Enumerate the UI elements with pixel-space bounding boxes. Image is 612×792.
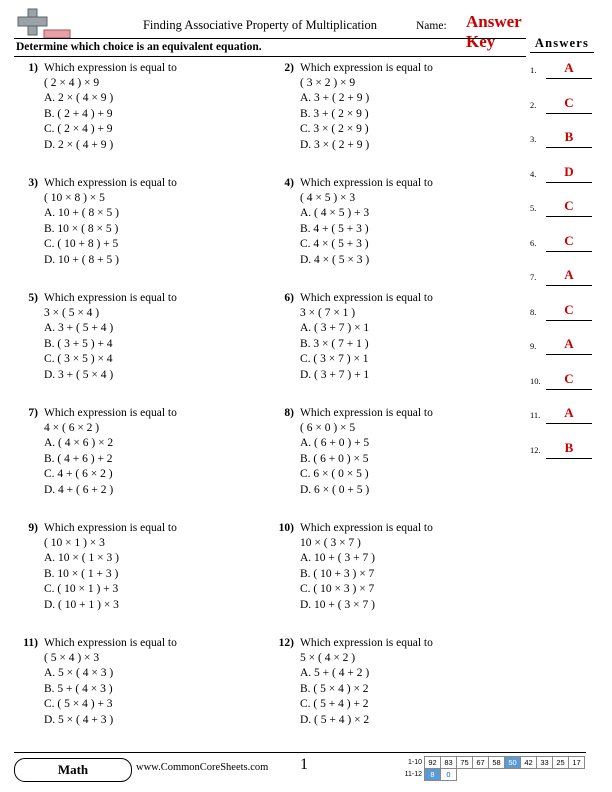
question-prompt: Which expression is equal to	[44, 522, 177, 534]
question-number: 10)	[278, 522, 294, 534]
answer-value: A	[564, 267, 574, 282]
answer-row	[530, 329, 594, 364]
answers-heading: Answers	[534, 36, 590, 50]
choice-c[interactable]: C. 4 + ( 6 × 2 )	[44, 468, 113, 480]
choice-a[interactable]: A. 3 + ( 5 + 4 )	[44, 322, 114, 334]
answer-blank-line	[546, 147, 592, 148]
choice-a[interactable]: A. ( 3 + 7 ) × 1	[300, 322, 370, 334]
choice-c[interactable]: C. ( 10 + 8 ) + 5	[44, 238, 119, 250]
answer-blank-line	[546, 216, 592, 217]
answer-row	[530, 260, 594, 295]
choice-list	[44, 436, 254, 498]
answer-number: 5.	[530, 203, 537, 213]
choice-d[interactable]: D. 10 + ( 3 × 7 )	[300, 598, 375, 611]
choice-d[interactable]: D. 4 × ( 5 × 3 )	[300, 253, 370, 266]
answer-row	[530, 53, 594, 88]
answer-blank-line	[546, 458, 592, 459]
choice-c[interactable]: C. ( 10 × 3 ) × 7	[300, 583, 375, 595]
answer-number: 12.	[530, 444, 541, 455]
score-cell: 33	[537, 757, 553, 769]
choice-c[interactable]: C. ( 2 × 4 ) + 9	[44, 123, 113, 135]
choice-b[interactable]: B. 3 + ( 2 × 9 )	[300, 107, 369, 120]
question-number: 8)	[284, 407, 294, 419]
score-cell-highlighted: 8	[425, 769, 441, 781]
answer-blank-line	[546, 423, 592, 424]
choice-list	[300, 321, 510, 383]
header-divider	[14, 38, 526, 39]
choice-a[interactable]: A. 2 × ( 4 × 9 )	[44, 92, 114, 104]
choice-c[interactable]: C. 6 × ( 0 × 5 )	[300, 468, 369, 480]
choice-list	[44, 91, 254, 153]
choice-d[interactable]: D. 10 + ( 8 + 5 )	[44, 253, 119, 266]
question-body	[300, 177, 510, 268]
question-number: 12)	[278, 637, 294, 649]
choice-d[interactable]: D. 4 + ( 6 + 2 )	[44, 483, 114, 496]
answer-row	[530, 157, 594, 192]
question-prompt: Which expression is equal to	[300, 292, 433, 304]
choice-list	[300, 206, 510, 268]
question-prompt: Which expression is equal to	[44, 407, 177, 419]
choice-b[interactable]: B. 10 × ( 8 × 5 )	[44, 222, 119, 235]
choice-b[interactable]: B. 10 × ( 1 + 3 )	[44, 567, 119, 580]
question-number: 7)	[28, 407, 38, 419]
answer-value: A	[564, 60, 574, 75]
score-cell: 58	[489, 757, 505, 769]
choice-list	[44, 206, 254, 268]
question-prompt: Which expression is equal to	[44, 292, 177, 304]
answer-row	[530, 295, 594, 330]
answer-number: 3.	[530, 134, 537, 144]
question-number: 4)	[284, 177, 294, 189]
answer-blank-line	[546, 251, 592, 252]
question-prompt: Which expression is equal to	[300, 407, 433, 419]
footer-divider	[14, 752, 586, 753]
question-body	[300, 407, 510, 498]
answer-number: 11.	[530, 410, 541, 420]
choice-b[interactable]: B. ( 6 + 0 ) × 5	[300, 452, 369, 465]
question-expression: ( 3 × 2 ) × 9	[300, 76, 356, 89]
score-cell-highlighted: 50	[505, 757, 521, 769]
score-cell: 17	[569, 757, 585, 769]
choice-a[interactable]: A. 5 + ( 4 + 2 )	[300, 667, 370, 679]
choice-b[interactable]: B. ( 5 × 4 ) × 2	[300, 682, 369, 695]
answer-row	[530, 88, 594, 123]
choice-d[interactable]: D. 5 × ( 4 + 3 )	[44, 713, 114, 726]
choice-b[interactable]: B. 5 + ( 4 × 3 )	[44, 682, 113, 695]
choice-a[interactable]: A. 10 × ( 1 × 3 )	[44, 552, 119, 564]
choice-list	[44, 666, 254, 728]
answer-row	[530, 433, 594, 468]
choice-list	[44, 321, 254, 383]
choice-c[interactable]: C. 4 × ( 5 + 3 )	[300, 238, 369, 250]
score-cell: 0	[441, 769, 457, 781]
question-prompt: Which expression is equal to	[300, 637, 433, 649]
question-number: 2)	[284, 62, 294, 74]
answer-row	[530, 191, 594, 226]
question-prompt: Which expression is equal to	[44, 637, 177, 649]
score-cell: 75	[457, 757, 473, 769]
answer-key-label: Answer Key	[466, 12, 522, 51]
choice-a[interactable]: A. 10 + ( 3 + 7 )	[300, 552, 375, 564]
score-row-1-label: 1-10	[407, 759, 422, 766]
question-expression: ( 10 × 1 ) × 3	[44, 536, 105, 549]
answer-value: C	[564, 94, 574, 110]
answer-number: 10.	[530, 375, 541, 386]
score-row-2-label: 11-12	[404, 771, 422, 778]
question-body	[300, 522, 510, 613]
answer-number: 7.	[530, 272, 537, 282]
answer-value: C	[564, 301, 574, 317]
answer-value: A	[564, 336, 574, 351]
choice-d[interactable]: D. ( 5 + 4 ) × 2	[300, 713, 370, 726]
choice-a[interactable]: A. ( 4 × 5 ) + 3	[300, 207, 370, 219]
subject-badge	[14, 758, 132, 782]
question-body	[44, 407, 254, 498]
choice-d[interactable]: D. ( 10 + 1 ) × 3	[44, 598, 119, 611]
choice-a[interactable]: A. 10 + ( 8 × 5 )	[44, 207, 119, 219]
question-body	[300, 637, 510, 728]
question-expression: ( 6 × 0 ) × 5	[300, 421, 356, 434]
choice-b[interactable]: B. ( 4 + 6 ) + 2	[44, 452, 113, 465]
question-expression: 4 × ( 6 × 2 )	[44, 421, 100, 434]
logo-icon	[14, 8, 72, 42]
answer-blank-line	[546, 78, 592, 79]
question-body	[44, 637, 254, 728]
question-number: 6)	[284, 292, 294, 304]
answer-value: B	[564, 439, 574, 455]
answer-blank-line	[546, 182, 592, 183]
choice-list	[300, 91, 510, 153]
choice-list	[300, 551, 510, 613]
answer-value: A	[564, 405, 574, 420]
question-number: 5)	[28, 292, 38, 304]
instructions-divider	[14, 56, 526, 57]
answer-blank-line	[546, 389, 592, 390]
question-number: 1)	[28, 62, 38, 74]
question-body	[44, 62, 254, 153]
answer-number: 9.	[530, 341, 537, 351]
score-cell: 92	[425, 757, 441, 769]
answer-value: C	[564, 370, 574, 386]
answer-value: B	[564, 129, 574, 144]
answer-row	[530, 226, 594, 261]
page-number: 1	[300, 756, 308, 773]
question-number: 3)	[28, 177, 38, 189]
choice-c[interactable]: C. ( 3 × 5 ) × 4	[44, 353, 113, 365]
question-body	[44, 522, 254, 613]
choice-c[interactable]: C. ( 5 × 4 ) + 3	[44, 698, 113, 710]
page-title: Finding Associative Property of Multiplication	[142, 18, 377, 32]
answer-number: 1.	[530, 65, 537, 75]
choice-d[interactable]: D. 3 × ( 2 + 9 )	[300, 138, 370, 151]
choice-b[interactable]: B. ( 10 + 3 ) × 7	[300, 567, 375, 580]
question-body	[44, 177, 254, 268]
choice-c[interactable]: C. 3 × ( 2 × 9 )	[300, 123, 369, 135]
choice-d[interactable]: D. 2 × ( 4 + 9 )	[44, 138, 114, 151]
answer-row	[530, 122, 594, 157]
choice-c[interactable]: C. ( 10 × 1 ) + 3	[44, 583, 119, 595]
question-expression: ( 10 × 8 ) × 5	[44, 191, 105, 204]
choice-list	[44, 551, 254, 613]
choice-a[interactable]: A. 5 × ( 4 × 3 )	[44, 667, 114, 679]
question-number: 11)	[23, 637, 38, 649]
question-expression: ( 2 × 4 ) × 9	[44, 76, 100, 89]
answer-number: 2.	[530, 99, 537, 110]
score-row-2	[398, 769, 585, 781]
question-number: 9)	[28, 522, 38, 534]
score-cell: 25	[553, 757, 569, 769]
instructions-text: Determine which choice is an equivalent equation.	[16, 41, 262, 53]
answer-blank-line	[546, 285, 592, 286]
score-row-1	[398, 757, 585, 769]
question-body	[300, 292, 510, 383]
choice-d[interactable]: D. 3 + ( 5 × 4 )	[44, 368, 114, 381]
score-cell: 83	[441, 757, 457, 769]
question-prompt: Which expression is equal to	[300, 177, 433, 189]
choice-b[interactable]: B. 3 × ( 7 + 1 )	[300, 337, 369, 350]
choice-c[interactable]: C. ( 3 × 7 ) × 1	[300, 353, 369, 365]
question-body	[300, 62, 510, 153]
choice-list	[300, 436, 510, 498]
answers-column	[530, 36, 598, 476]
question-body	[44, 292, 254, 383]
choice-b[interactable]: B. ( 3 + 5 ) + 4	[44, 337, 113, 350]
question-prompt: Which expression is equal to	[300, 62, 433, 74]
website-url: www.CommonCoreSheets.com	[136, 762, 269, 773]
choice-a[interactable]: A. ( 6 + 0 ) + 5	[300, 437, 370, 449]
choice-list	[300, 666, 510, 728]
choice-b[interactable]: B. ( 2 + 4 ) + 9	[44, 107, 113, 120]
answer-blank-line	[546, 113, 592, 114]
answer-value: C	[564, 232, 574, 248]
choice-a[interactable]: A. 3 + ( 2 + 9 )	[300, 92, 370, 104]
choice-a[interactable]: A. ( 4 × 6 ) × 2	[44, 437, 114, 449]
question-prompt: Which expression is equal to	[44, 62, 177, 74]
question-expression: 10 × ( 3 × 7 )	[300, 536, 361, 549]
choice-c[interactable]: C. ( 5 + 4 ) + 2	[300, 698, 369, 710]
subject-label: Math	[57, 762, 89, 777]
score-cell: 67	[473, 757, 489, 769]
question-expression: 3 × ( 5 × 4 )	[44, 306, 100, 319]
answer-row	[530, 398, 594, 433]
question-expression: 3 × ( 7 × 1 )	[300, 306, 356, 319]
answer-blank-line	[546, 320, 592, 321]
answer-number: 6.	[530, 237, 537, 248]
choice-d[interactable]: D. 6 × ( 0 + 5 )	[300, 483, 370, 496]
score-cell: 42	[521, 757, 537, 769]
choice-d[interactable]: D. ( 3 + 7 ) + 1	[300, 368, 370, 381]
question-expression: ( 4 × 5 ) × 3	[300, 191, 356, 204]
answer-number: 4.	[530, 168, 537, 179]
question-expression: 5 × ( 4 × 2 )	[300, 651, 356, 664]
answer-number: 8.	[530, 306, 537, 317]
answer-row	[530, 364, 594, 399]
score-table	[398, 756, 585, 781]
question-expression: ( 5 × 4 ) × 3	[44, 651, 100, 664]
answer-blank-line	[546, 354, 592, 355]
name-label: Name:	[416, 20, 447, 32]
answer-value: C	[564, 198, 574, 213]
question-prompt: Which expression is equal to	[44, 177, 177, 189]
answer-value: D	[564, 163, 574, 179]
choice-b[interactable]: B. 4 + ( 5 + 3 )	[300, 222, 369, 235]
question-prompt: Which expression is equal to	[300, 522, 433, 534]
